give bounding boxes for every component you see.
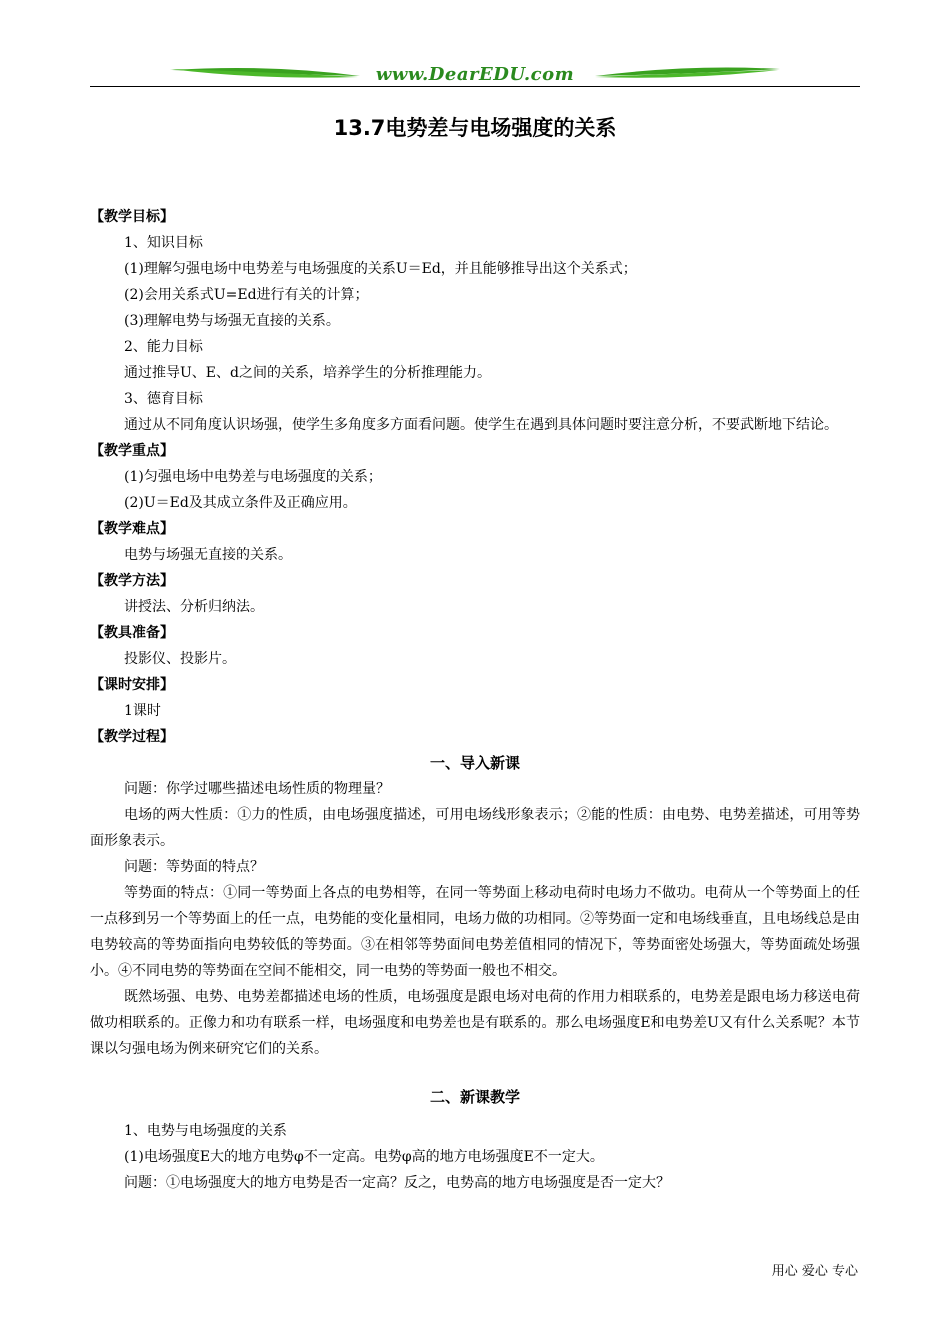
- new-lesson-1-1: (1)电场强度E大的地方电势φ不一定高。电势φ高的地方电场强度E不一定大。: [124, 1149, 604, 1165]
- section-heading-method: 【教学方法】: [90, 573, 174, 589]
- goal-2: 2、能力目标: [124, 339, 203, 355]
- answer-1: 电场的两大性质：①力的性质，由电场强度描述，可用电场线形象表示；②能的性质：由电势、电势差描述，可用等势面形象表示。: [90, 807, 860, 849]
- key-2: (2)U＝Ed及其成立条件及正确应用。: [124, 495, 357, 511]
- goal-2-1: 通过推导U、E、d之间的关系，培养学生的分析推理能力。: [124, 365, 491, 381]
- goal-1-2: (2)会用关系式U=Ed进行有关的计算；: [124, 287, 369, 303]
- goal-3: 3、德育目标: [124, 391, 203, 407]
- new-lesson-1: 1、电势与电场强度的关系: [124, 1123, 287, 1139]
- site-header-banner: [90, 62, 860, 92]
- key-1: (1)匀强电场中电势差与电场强度的关系；: [124, 469, 382, 485]
- goal-1-3: (3)理解电势与场强无直接的关系。: [124, 313, 340, 329]
- question-2: 问题：等势面的特点？: [124, 859, 264, 875]
- subsection-new-lesson-title: 二、新课教学: [429, 1088, 520, 1106]
- goal-3-1: 通过从不同角度认识场强，使学生多角度多方面看问题。使学生在遇到具体问题时要注意分析，不要武断地下结论。: [124, 417, 838, 433]
- difficulty-1: 电势与场强无直接的关系。: [124, 547, 292, 563]
- section-heading-difficulty: 【教学难点】: [90, 521, 174, 537]
- section-heading-goals: 【教学目标】: [90, 209, 174, 225]
- question-1: 问题：你学过哪些描述电场性质的物理量？: [124, 781, 390, 797]
- section-heading-time: 【课时安排】: [90, 677, 174, 693]
- tools-1: 投影仪、投影片。: [124, 651, 236, 667]
- section-heading-process: 【教学过程】: [90, 729, 174, 745]
- subsection-intro-title: 一、导入新课: [429, 754, 520, 772]
- page-title: 13.7电势差与电场强度的关系: [333, 116, 617, 140]
- document-body: [90, 204, 860, 1196]
- new-lesson-question: 问题：①电场强度大的地方电势是否一定高？反之，电势高的地方电场强度是否一定大？: [124, 1175, 670, 1191]
- intro-paragraph: 既然场强、电势、电势差都描述电场的性质，电场强度是跟电场对电荷的作用力相联系的，电势差是跟电场力移送电荷做功相联系的。正像力和功有联系一样，电场强度和电势差也是有联系的。那么电场强度E和电势差U又有什么关系呢？本节课以匀强电场为例来研究它们的关系。: [90, 989, 860, 1057]
- section-heading-tools: 【教具准备】: [90, 625, 174, 641]
- time-1: 1课时: [124, 703, 161, 719]
- page-footer: 用心 爱心 专心: [771, 1264, 858, 1279]
- section-heading-key: 【教学重点】: [90, 443, 174, 459]
- answer-2: 等势面的特点：①同一等势面上各点的电势相等，在同一等势面上移动电荷时电场力不做功。电荷从一个等势面上的任一点移到另一个等势面上的任一点，电势能的变化量相同，电场力做的功相同。②等势面一定和电场线垂直，且电场线总是由电势较高的等势面指向电势较低的等势面。③在相邻等势面间电势差值相同的情况下，等势面密处场强大，等势面疏处场强小。④不同电势的等势面在空间不能相交，同一电势的等势面一般也不相交。: [90, 885, 860, 979]
- site-url: www.DearEDU.com: [375, 64, 575, 85]
- method-1: 讲授法、分析归纳法。: [124, 599, 264, 615]
- goal-1-1: (1)理解匀强电场中电势差与电场强度的关系U＝Ed，并且能够推导出这个关系式；: [124, 261, 637, 277]
- goal-1: 1、知识目标: [124, 235, 203, 251]
- header-rule: [90, 86, 860, 87]
